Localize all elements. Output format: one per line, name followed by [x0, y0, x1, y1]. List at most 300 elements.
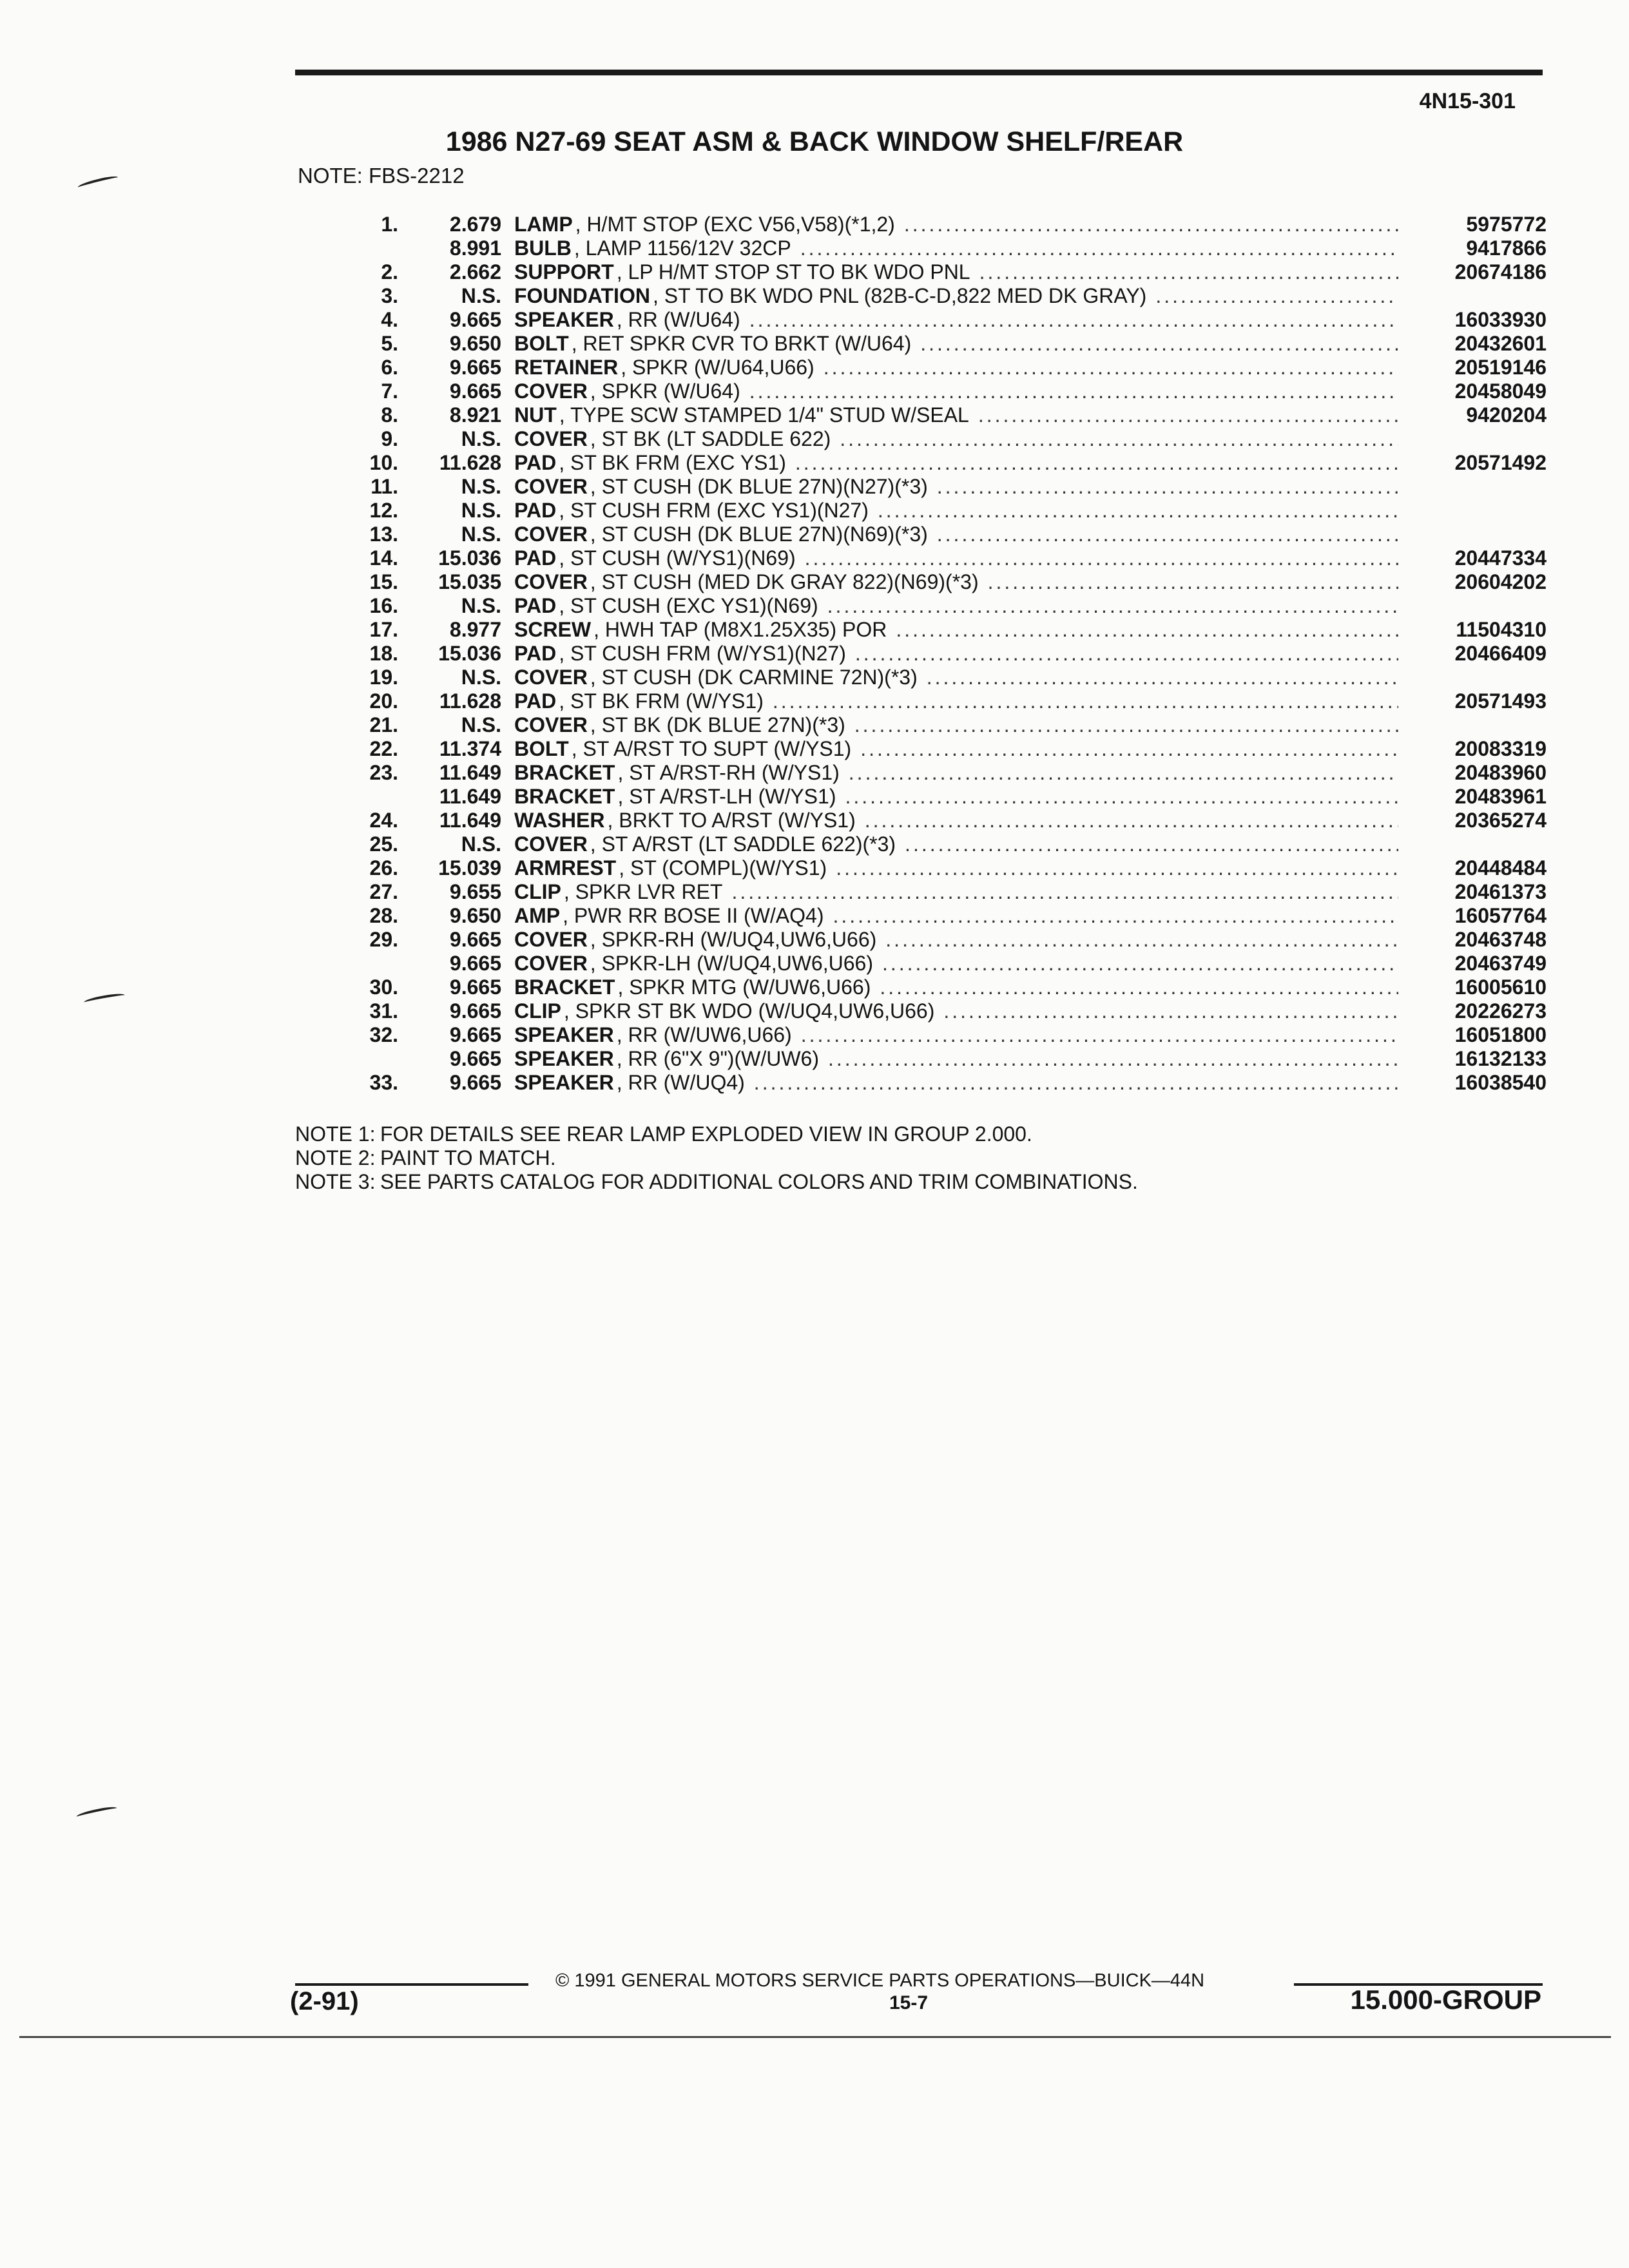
item-number: 21. [369, 713, 398, 736]
item-number: 1. [381, 213, 398, 236]
parts-row [348, 332, 1547, 356]
group-number: N.S. [461, 594, 501, 617]
parts-row [348, 1071, 1547, 1095]
parts-row [348, 1047, 1547, 1071]
part-number: 16033930 [1454, 308, 1547, 331]
part-name: SPEAKER [514, 1047, 614, 1070]
item-number: 12. [369, 499, 398, 522]
item-number: 30. [369, 975, 398, 999]
group-number: 9.665 [449, 928, 501, 951]
parts-row [348, 904, 1547, 928]
parts-row [348, 499, 1547, 523]
part-name: BRACKET [514, 785, 615, 808]
part-name: AMP [514, 904, 561, 927]
part-description [514, 761, 1406, 785]
group-number: 11.649 [439, 809, 501, 832]
parts-row [348, 809, 1547, 832]
item-number: 16. [369, 594, 398, 617]
part-detail: , RR (W/UQ4) [616, 1071, 745, 1094]
parts-row [348, 832, 1547, 856]
part-description [514, 403, 1406, 427]
part-name: FOUNDATION [514, 284, 650, 307]
item-number: 32. [369, 1023, 398, 1046]
page-title: 1986 N27-69 SEAT ASM & BACK WINDOW SHELF/REAR [445, 126, 1184, 157]
dot-leader [801, 1023, 1398, 1047]
part-detail: , SPKR LVR RET [563, 880, 723, 903]
dot-leader [896, 618, 1398, 642]
group-number: 9.665 [449, 999, 501, 1023]
part-number: 20571493 [1454, 689, 1547, 713]
dot-leader [800, 236, 1398, 260]
note-label: NOTE 3: [295, 1170, 376, 1193]
dot-leader [937, 523, 1398, 546]
part-detail: , RET SPKR CVR TO BRKT (W/U64) [571, 332, 912, 355]
part-description [514, 618, 1406, 642]
parts-row [348, 594, 1547, 618]
part-detail: , ST BK FRM (EXC YS1) [559, 451, 786, 474]
page-bottom-edge [19, 2036, 1611, 2038]
parts-row [348, 928, 1547, 952]
group-number: 9.665 [449, 1071, 501, 1094]
part-description [514, 1023, 1406, 1047]
group-number: 9.655 [449, 880, 501, 903]
group-number: 15.035 [438, 570, 501, 593]
part-number: 20604202 [1454, 570, 1547, 593]
part-detail: , ST CUSH (EXC YS1)(N69) [559, 594, 818, 617]
part-name: PAD [514, 642, 557, 665]
part-name: BOLT [514, 737, 569, 760]
dot-leader [827, 594, 1398, 618]
item-number: 3. [381, 284, 398, 307]
group-number: 11.649 [439, 761, 501, 784]
parts-row [348, 880, 1547, 904]
item-number: 23. [369, 761, 398, 784]
part-description [514, 308, 1406, 332]
part-detail: , ST CUSH (DK CARMINE 72N)(*3) [590, 666, 918, 689]
part-name: COVER [514, 570, 588, 593]
fbs-note: NOTE: FBS-2212 [298, 164, 465, 187]
part-name: PAD [514, 546, 557, 570]
parts-row [348, 737, 1547, 761]
part-name: SPEAKER [514, 1023, 614, 1046]
part-description [514, 832, 1406, 856]
dot-leader [979, 260, 1398, 284]
group-number: N.S. [461, 832, 501, 856]
part-detail: , BRKT TO A/RST (W/YS1) [607, 809, 856, 832]
item-number: 15. [369, 570, 398, 593]
part-description [514, 236, 1406, 260]
parts-row [348, 427, 1547, 451]
item-number: 18. [369, 642, 398, 665]
group-number: N.S. [461, 523, 501, 546]
part-description [514, 904, 1406, 928]
part-number: 16038540 [1454, 1071, 1547, 1094]
part-detail: , ST BK (DK BLUE 27N)(*3) [590, 713, 845, 736]
group-number: 9.665 [449, 952, 501, 975]
dot-leader [749, 308, 1398, 332]
part-description [514, 594, 1406, 618]
part-description [514, 689, 1406, 713]
part-name: COVER [514, 427, 588, 450]
part-detail: , SPKR-LH (W/UQ4,UW6,U66) [590, 952, 873, 975]
dot-leader [824, 356, 1398, 380]
parts-row [348, 618, 1547, 642]
part-detail: , SPKR (W/U64,U66) [621, 356, 815, 379]
item-number: 11. [371, 475, 398, 498]
parts-row [348, 1023, 1547, 1047]
part-description [514, 332, 1406, 356]
group-number: 11.374 [439, 737, 501, 760]
part-description [514, 284, 1406, 308]
part-number: 20432601 [1454, 332, 1547, 355]
part-description [514, 451, 1406, 475]
part-name: COVER [514, 832, 588, 856]
group-number: 8.921 [449, 403, 501, 427]
item-number: 27. [369, 880, 398, 903]
dot-leader [885, 928, 1398, 952]
part-number: 20463749 [1454, 952, 1547, 975]
part-number: 20083319 [1454, 737, 1547, 760]
page-number: 15-7 [889, 1992, 929, 2013]
part-description [514, 737, 1406, 761]
item-number: 7. [381, 380, 398, 403]
part-detail: , ST A/RST-RH (W/YS1) [617, 761, 840, 784]
item-number: 4. [381, 308, 398, 331]
part-name: CLIP [514, 880, 561, 903]
item-number: 28. [369, 904, 398, 927]
dot-leader [749, 380, 1398, 403]
group-number: N.S. [461, 499, 501, 522]
part-name: COVER [514, 475, 588, 498]
page-id: 4N15-301 [1419, 89, 1516, 113]
group-number: N.S. [461, 284, 501, 307]
parts-row [348, 642, 1547, 666]
part-number: 16057764 [1454, 904, 1547, 927]
parts-row [348, 308, 1547, 332]
group-number: N.S. [461, 713, 501, 736]
group-number: 9.650 [449, 904, 501, 927]
copyright: © 1991 GENERAL MOTORS SERVICE PARTS OPERATIONS—BUICK—44N [555, 1970, 1205, 1991]
part-description [514, 475, 1406, 499]
part-description [514, 1071, 1406, 1095]
footer-rule-left [295, 1983, 528, 1986]
parts-row [348, 761, 1547, 785]
parts-row [348, 666, 1547, 689]
part-number: 16005610 [1454, 975, 1547, 999]
part-number: 20519146 [1454, 356, 1547, 379]
part-detail: , ST A/RST (LT SADDLE 622)(*3) [590, 832, 896, 856]
item-number: 19. [369, 666, 398, 689]
group-number: 15.036 [438, 642, 501, 665]
part-detail: , ST A/RST-LH (W/YS1) [617, 785, 836, 808]
note-row [295, 1170, 1138, 1194]
part-description [514, 1047, 1406, 1071]
parts-row [348, 403, 1547, 427]
dot-leader [878, 499, 1398, 523]
note-row [295, 1122, 1138, 1146]
part-detail: , RR (W/UW6,U66) [616, 1023, 792, 1046]
part-detail: , ST CUSH (DK BLUE 27N)(N69)(*3) [590, 523, 928, 546]
part-detail: , ST A/RST TO SUPT (W/YS1) [571, 737, 852, 760]
part-name: COVER [514, 666, 588, 689]
part-detail: , SPKR (W/U64) [590, 380, 740, 403]
part-number: 20571492 [1454, 451, 1547, 474]
part-number: 20483961 [1454, 785, 1547, 808]
part-number: 20461373 [1454, 880, 1547, 903]
part-name: PAD [514, 451, 557, 474]
part-description [514, 546, 1406, 570]
item-number: 10. [369, 451, 398, 474]
parts-row [348, 284, 1547, 308]
part-description [514, 380, 1406, 403]
part-description [514, 499, 1406, 523]
note-text: FOR DETAILS SEE REAR LAMP EXPLODED VIEW IN GROUP 2.000. [380, 1122, 1032, 1146]
part-detail: , ST TO BK WDO PNL (82B-C-D,822 MED DK GRAY) [652, 284, 1147, 307]
group-number: 15.036 [438, 546, 501, 570]
dot-leader [943, 999, 1398, 1023]
part-name: NUT [514, 403, 557, 427]
item-number: 17. [369, 618, 398, 641]
dot-leader [855, 642, 1398, 666]
part-name: BRACKET [514, 975, 615, 999]
part-description [514, 809, 1406, 832]
part-number: 20448484 [1454, 856, 1547, 879]
item-number: 31. [369, 999, 398, 1023]
part-detail: , RR (6"X 9")(W/UW6) [616, 1047, 819, 1070]
dot-leader [860, 737, 1398, 761]
part-name: SPEAKER [514, 1071, 614, 1094]
parts-row [348, 356, 1547, 380]
parts-row [348, 570, 1547, 594]
note-text: PAINT TO MATCH. [380, 1146, 556, 1169]
item-number: 33. [369, 1071, 398, 1094]
group-number: 9.665 [449, 356, 501, 379]
part-detail: , LP H/MT STOP ST TO BK WDO PNL [616, 260, 970, 284]
parts-row [348, 260, 1547, 284]
dot-leader [795, 451, 1398, 475]
part-number: 9420204 [1466, 403, 1547, 427]
parts-list [348, 213, 1547, 1095]
part-detail: , TYPE SCW STAMPED 1/4" STUD W/SEAL [559, 403, 969, 427]
dot-leader [805, 546, 1398, 570]
group-number: 2.679 [449, 213, 501, 236]
item-number: 2. [381, 260, 398, 284]
dot-leader [849, 761, 1398, 785]
dot-leader [865, 809, 1398, 832]
part-description [514, 952, 1406, 975]
dot-leader [905, 832, 1398, 856]
dot-leader [854, 713, 1398, 737]
item-number: 5. [381, 332, 398, 355]
group-number: 9.665 [449, 975, 501, 999]
group-number: 15.039 [438, 856, 501, 879]
parts-row [348, 952, 1547, 975]
group-number: 9.665 [449, 380, 501, 403]
part-name: COVER [514, 523, 588, 546]
parts-row [348, 546, 1547, 570]
part-detail: , ST CUSH FRM (EXC YS1)(N27) [559, 499, 869, 522]
group-number: 9.665 [449, 1023, 501, 1046]
dot-leader [988, 570, 1398, 594]
part-name: SCREW [514, 618, 592, 641]
part-number: 5975772 [1466, 213, 1547, 236]
group-number: N.S. [461, 427, 501, 450]
part-detail: , ST CUSH FRM (W/YS1)(N27) [559, 642, 846, 665]
group-number: N.S. [461, 475, 501, 498]
note-label: NOTE 1: [295, 1122, 376, 1146]
part-number: 20447334 [1454, 546, 1547, 570]
part-description [514, 928, 1406, 952]
item-number: 14. [369, 546, 398, 570]
part-description [514, 260, 1406, 284]
part-detail: , RR (W/U64) [616, 308, 740, 331]
parts-row [348, 451, 1547, 475]
group-number: 9.665 [449, 1047, 501, 1070]
part-number: 20463748 [1454, 928, 1547, 951]
item-number: 13. [369, 523, 398, 546]
parts-row [348, 475, 1547, 499]
item-number: 25. [369, 832, 398, 856]
item-number: 9. [381, 427, 398, 450]
dot-leader [773, 689, 1398, 713]
part-name: COVER [514, 380, 588, 403]
dot-leader [978, 403, 1398, 427]
part-detail: , ST BK FRM (W/YS1) [559, 689, 764, 713]
parts-row [348, 975, 1547, 999]
item-number: 20. [369, 689, 398, 713]
part-detail: , ST (COMPL)(W/YS1) [619, 856, 827, 879]
part-name: BRACKET [514, 761, 615, 784]
parts-row [348, 856, 1547, 880]
part-number: 20226273 [1454, 999, 1547, 1023]
part-detail: , H/MT STOP (EXC V56,V58)(*1,2) [575, 213, 895, 236]
part-description [514, 570, 1406, 594]
part-number: 20458049 [1454, 380, 1547, 403]
part-description [514, 213, 1406, 236]
part-detail: , ST BK (LT SADDLE 622) [590, 427, 831, 450]
group-number: 2.662 [449, 260, 501, 284]
dot-leader [845, 785, 1398, 809]
parts-row [348, 213, 1547, 236]
part-description [514, 666, 1406, 689]
note-text: SEE PARTS CATALOG FOR ADDITIONAL COLORS AND TRIM COMBINATIONS. [380, 1170, 1138, 1193]
binder-hole-mark [77, 174, 119, 190]
dot-leader [836, 856, 1398, 880]
dot-leader [840, 427, 1398, 451]
group-number: 11.628 [439, 689, 501, 713]
group-number: 9.650 [449, 332, 501, 355]
part-name: LAMP [514, 213, 573, 236]
part-description [514, 642, 1406, 666]
parts-row [348, 713, 1547, 737]
item-number: 24. [369, 809, 398, 832]
binder-hole-mark [84, 992, 126, 1006]
part-name: BOLT [514, 332, 569, 355]
top-rule [295, 70, 1543, 75]
parts-row [348, 236, 1547, 260]
part-description [514, 880, 1406, 904]
dot-leader [828, 1047, 1398, 1071]
item-number: 8. [381, 403, 398, 427]
part-detail: , PWR RR BOSE II (W/AQ4) [563, 904, 824, 927]
part-detail: , ST CUSH (DK BLUE 27N)(N27)(*3) [590, 475, 928, 498]
part-name: ARMREST [514, 856, 617, 879]
part-name: COVER [514, 928, 588, 951]
item-number: 29. [369, 928, 398, 951]
dot-leader [904, 213, 1398, 236]
part-description [514, 785, 1406, 809]
part-detail: , SPKR MTG (W/UW6,U66) [617, 975, 871, 999]
item-number: 26. [369, 856, 398, 879]
item-number: 22. [369, 737, 398, 760]
part-detail: , HWH TAP (M8X1.25X35) POR [593, 618, 887, 641]
dot-leader [833, 904, 1398, 928]
group-number: N.S. [461, 666, 501, 689]
part-number: 16051800 [1454, 1023, 1547, 1046]
part-description [514, 856, 1406, 880]
part-detail: , ST CUSH (MED DK GRAY 822)(N69)(*3) [590, 570, 979, 593]
parts-row [348, 999, 1547, 1023]
dot-leader [927, 666, 1398, 689]
part-description [514, 427, 1406, 451]
part-name: PAD [514, 499, 557, 522]
dot-leader [937, 475, 1398, 499]
part-name: PAD [514, 689, 557, 713]
dot-leader [754, 1071, 1398, 1095]
dot-leader [1155, 284, 1398, 308]
part-name: SPEAKER [514, 308, 614, 331]
part-name: PAD [514, 594, 557, 617]
part-detail: , SPKR-RH (W/UQ4,UW6,U66) [590, 928, 877, 951]
part-description [514, 356, 1406, 380]
dot-leader [880, 975, 1398, 999]
parts-row [348, 523, 1547, 546]
part-number: 11504310 [1456, 618, 1547, 641]
part-number: 20466409 [1454, 642, 1547, 665]
parts-row [348, 380, 1547, 403]
part-name: SUPPORT [514, 260, 614, 284]
part-name: CLIP [514, 999, 561, 1023]
part-detail: , SPKR ST BK WDO (W/UQ4,UW6,U66) [563, 999, 935, 1023]
part-description [514, 999, 1406, 1023]
dot-leader [882, 952, 1398, 975]
part-name: COVER [514, 713, 588, 736]
part-number: 20365274 [1454, 809, 1547, 832]
dot-leader [731, 880, 1398, 904]
part-description [514, 713, 1406, 737]
group-label: 15.000-GROUP [1350, 1984, 1541, 2015]
group-number: 11.628 [439, 451, 501, 474]
group-number: 11.649 [439, 785, 501, 808]
note-label: NOTE 2: [295, 1146, 376, 1169]
part-number: 16132133 [1454, 1047, 1547, 1070]
note-row [295, 1146, 1138, 1170]
group-number: 9.665 [449, 308, 501, 331]
part-description [514, 975, 1406, 999]
part-name: COVER [514, 952, 588, 975]
part-name: WASHER [514, 809, 605, 832]
item-number: 6. [381, 356, 398, 379]
dot-leader [920, 332, 1398, 356]
parts-row [348, 689, 1547, 713]
binder-hole-mark [76, 1805, 118, 1820]
part-description [514, 523, 1406, 546]
part-number: 20674186 [1454, 260, 1547, 284]
group-number: 8.977 [449, 618, 501, 641]
notes-section [295, 1122, 1138, 1194]
part-detail: , LAMP 1156/12V 32CP [574, 236, 791, 260]
revision-date: (2-91) [290, 1987, 359, 2015]
